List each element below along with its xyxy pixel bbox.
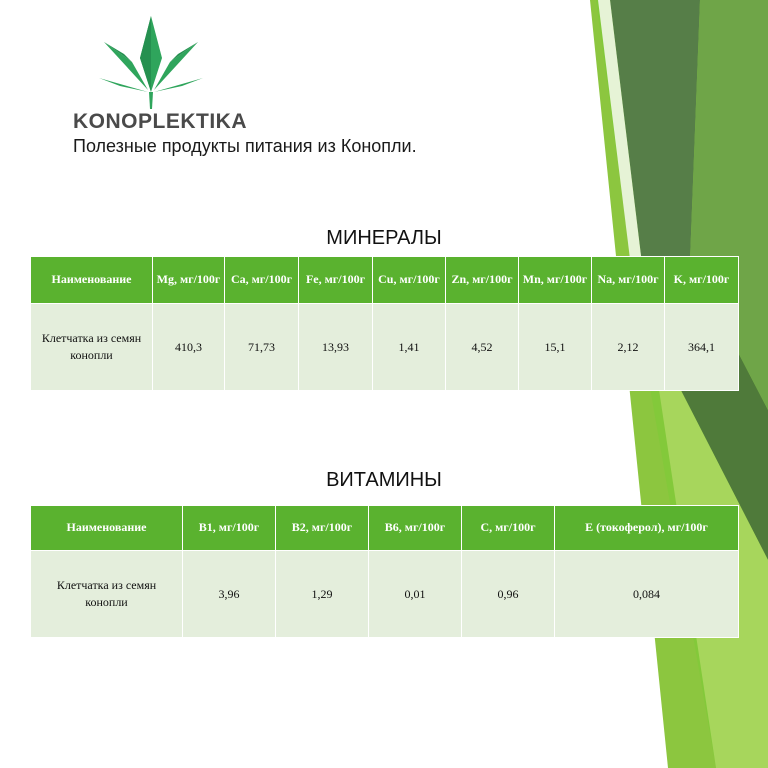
vitamins-header-b1: B1, мг/100г [183, 506, 276, 551]
minerals-header-na: Na, мг/100г [592, 257, 665, 304]
vitamins-header-c: C, мг/100г [462, 506, 555, 551]
minerals-header-mg: Mg, мг/100г [153, 257, 225, 304]
vitamins-header-name: Наименование [31, 506, 183, 551]
vitamins-header-b6: B6, мг/100г [369, 506, 462, 551]
minerals-cell-cu: 1,41 [373, 304, 446, 391]
vitamins-cell-name: Клетчатка из семян конопли [31, 551, 183, 638]
minerals-cell-mg: 410,3 [153, 304, 225, 391]
page-subtitle: Полезные продукты питания из Конопли. [73, 136, 417, 156]
vitamins-cell-e: 0,084 [555, 551, 739, 638]
vitamins-cell-b1: 3,96 [183, 551, 276, 638]
vitamins-header-e: E (токоферол), мг/100г [555, 506, 739, 551]
cannabis-leaf-logo [96, 14, 206, 110]
vitamins-header-row [31, 506, 739, 551]
minerals-header-cu: Cu, мг/100г [373, 257, 446, 304]
minerals-header-name: Наименование [31, 257, 153, 304]
vitamins-header-b2: B2, мг/100г [276, 506, 369, 551]
table-row [31, 304, 739, 391]
vitamins-cell-b6: 0,01 [369, 551, 462, 638]
minerals-header-ca: Ca, мг/100г [225, 257, 299, 304]
minerals-header-fe: Fe, мг/100г [299, 257, 373, 304]
minerals-cell-name: Клетчатка из семян конопли [31, 304, 153, 391]
minerals-cell-ca: 71,73 [225, 304, 299, 391]
vitamins-cell-b2: 1,29 [276, 551, 369, 638]
minerals-title: МИНЕРАЛЫ [326, 227, 442, 249]
table-row [31, 551, 739, 638]
vitamins-table [30, 505, 739, 638]
minerals-header-row [31, 257, 739, 304]
minerals-cell-zn: 4,52 [446, 304, 519, 391]
minerals-header-zn: Zn, мг/100г [446, 257, 519, 304]
minerals-cell-k: 364,1 [665, 304, 739, 391]
minerals-cell-mn: 15,1 [519, 304, 592, 391]
minerals-cell-na: 2,12 [592, 304, 665, 391]
vitamins-title: ВИТАМИНЫ [326, 469, 442, 491]
vitamins-cell-c: 0,96 [462, 551, 555, 638]
minerals-header-k: K, мг/100г [665, 257, 739, 304]
minerals-header-mn: Mn, мг/100г [519, 257, 592, 304]
minerals-cell-fe: 13,93 [299, 304, 373, 391]
brand-name: KONOPLEKTIKA [73, 110, 247, 133]
minerals-table [30, 256, 739, 391]
